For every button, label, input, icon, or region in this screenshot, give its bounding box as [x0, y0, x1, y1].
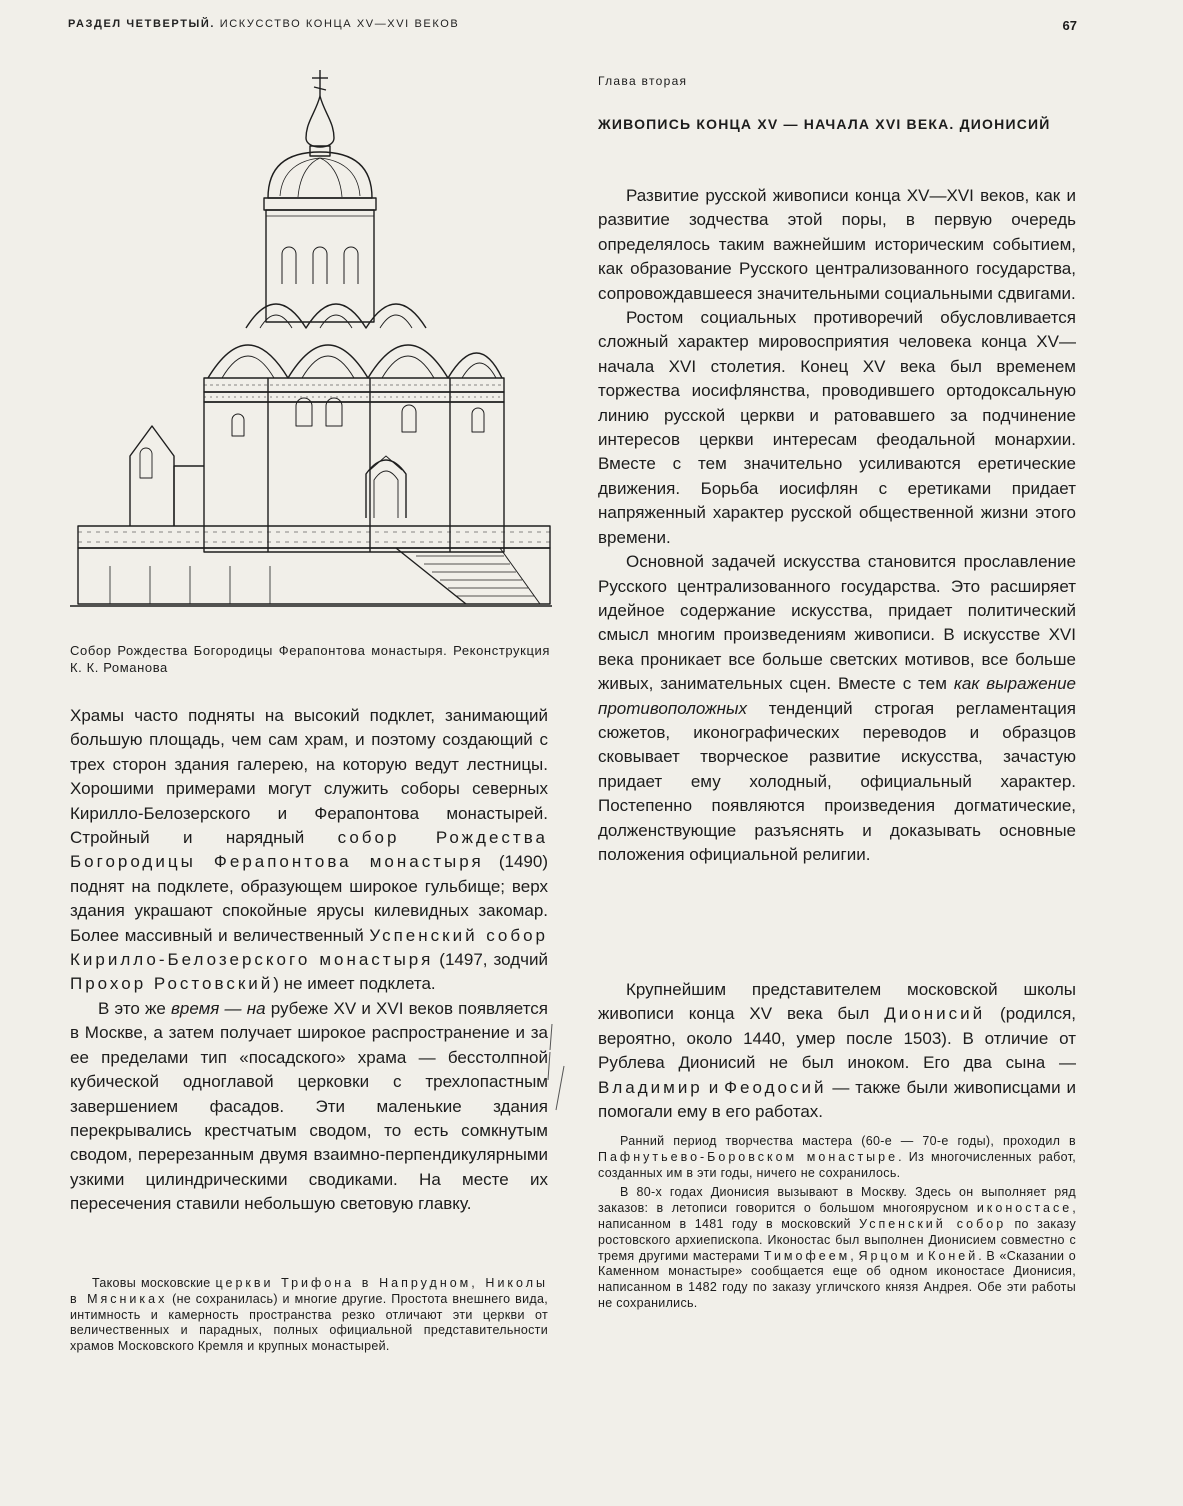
text-run: . Из многочисленных работ, созданных им в эти годы, ничего не сохранилось. [598, 1149, 1076, 1180]
text-run: и [912, 1248, 929, 1263]
cathedral-drawing [70, 66, 552, 616]
text-run: (не сохранилась) и многие другие. Простота внешнего вида, интимность и камерность пространства резко отличают эти церкви от величественных и парадных, полных официальной представительности храмов Московского Кремля и крупных монастырей. [70, 1291, 548, 1354]
right-note-2 [598, 1185, 1076, 1311]
text-run: тенденций строгая регламентация сюжетов, иконографических переводов и образцов сковывает творческое развитие искусства, зачастую придает ему холодный, официальный характер. Постепенно появляются произведения догматические, долженствующие разъяснять и доказывать основные положения официальной религии. [598, 698, 1076, 864]
spaced-term: иконостасе [976, 1201, 1073, 1216]
right-column-dionisy [598, 978, 1076, 1124]
right-paragraph-2: Ростом социальных противоречий обусловливается сложный характер мировосприятия человека конца XV— начала XVI столетия. Конец XV века был временем торжества иосифлянства, проводившего ортодоксальную линию русской церкви и ратовавшего за подчинение интересов церкви интересам феодальной монархии. Вместе с тем значительно усиливаются еретические движения. Борьба иосифлян с еретиками придает напряженный характер русской общественной жизни этого времени. [598, 308, 1076, 547]
spaced-term: церкви Трифона в Напрудном, Николы в Мясниках [70, 1276, 548, 1306]
text-run: В это же [98, 998, 172, 1018]
right-column-notes [598, 1134, 1076, 1312]
text-run: , написанном в 1481 году в московский [598, 1201, 1076, 1231]
left-paragraph-1 [70, 704, 548, 997]
spaced-term: Успенский собор Кирилло-Белозерского монастыря [70, 925, 548, 970]
italic-run: как выражение противоположных [598, 674, 1076, 718]
margin-pencil-mark [546, 1020, 572, 1114]
spaced-term: Ярцом [858, 1248, 913, 1263]
figure-caption: Собор Рождества Богородицы Ферапонтова монастыря. Реконструкция К. К. Романова [70, 643, 550, 675]
spaced-term: Прохор Ростовский [70, 974, 274, 994]
spaced-term: Владимир [598, 1077, 703, 1097]
spaced-term: собор Рождества Богородицы Ферапонтова монастыря [70, 828, 549, 872]
spaced-term: Успенский собор [859, 1216, 1007, 1231]
text-run: (1497, зодчий [433, 950, 548, 970]
text-run: (родился, вероятно, около 1440, умер после 1503). В отличие от Рублева Дионисий не был иноком. Его два сына — [598, 1004, 1076, 1073]
chapter-label: Глава вторая [598, 74, 688, 88]
spaced-term: Пафнутьево-Боровском монастыре [598, 1149, 899, 1164]
text-run: и [702, 1077, 725, 1097]
right-paragraph-3 [598, 550, 1076, 867]
section-title: ИСКУССТВО КОНЦА XV—XVI ВЕКОВ [219, 18, 460, 30]
spaced-term: Дионисий [884, 1004, 986, 1024]
chapter-title: ЖИВОПИСЬ КОНЦА XV — НАЧАЛА XVI ВЕКА. ДИОНИСИЙ [598, 116, 1051, 132]
spaced-term: Коней [928, 1248, 979, 1263]
left-column-body [70, 704, 548, 1217]
text-run: Крупнейшим представителем московской школы живописи конца XV века был [598, 980, 1076, 1024]
right-paragraph-4 [598, 978, 1076, 1124]
text-run: Основной задачей искусства становится прославление Русского централизованного государства. Это расширяет идейное содержание искусства, придает политический смысл многим произведениям живописи. В искусстве XVI века проникает все больше светских мотивов, все больше живых, занимательных сцен. Вместе с тем [598, 552, 1076, 694]
left-paragraph-2 [70, 997, 548, 1217]
spaced-term: Тимофеем [763, 1248, 851, 1263]
left-note-paragraph [70, 1276, 548, 1355]
text-run: (1490) поднят на подклете, образующем широкое гульбище; верх здания украшают спокойные ярусы килевидных закомар. Более массивный и величественный [70, 852, 548, 945]
text-run: по заказу ростовского архиепископа. Иконостас был выполнен Дионисием совместно с тремя другими мастерами [598, 1216, 1076, 1263]
section-label: РАЗДЕЛ ЧЕТВЕРТЫЙ. [68, 18, 216, 30]
text-run: рубеже XV и XVI веков появляется в Москве, а затем получает широкое распространение и за ее пределами тип «посадского» храма — бесстолпной кубической одноглавой церковки с трехлопастным завершением фасадов. Эти маленькие здания перекрывались крестчатым сводом, то есть сомкнутым сводом, перерезанным двумя взаимно-перпендикулярными узкими цилиндрическими сводиками. На месте их пересечения ставили небольшую световую главку. [70, 998, 548, 1214]
page-number: 67 [1062, 18, 1077, 33]
text-run: Ранний период творчества мастера (60-е — 70-е годы), проходил в [620, 1134, 1076, 1148]
spaced-term: Феодосий [724, 1077, 827, 1097]
text-run: Таковы московские [92, 1276, 216, 1290]
text-run: Храмы часто подняты на высокий подклет, занимающий большую площадь, чем сам храм, и поэтому создающий с трех сторон здания галерею, на которую ведут лестницы. Хорошими примерами могут служить соборы северных Кирилло-Белозерского и Ферапонтова монастырей. Стройный и нарядный [70, 706, 548, 848]
text-run: — также были живописцами и помогали ему в его работах. [598, 1077, 1076, 1122]
text-run: , [850, 1248, 859, 1263]
italic-run: время — на [171, 998, 266, 1018]
cathedral-illustration [70, 66, 552, 616]
left-column-note [70, 1276, 548, 1355]
text-run: . В «Сказании о Каменном монастыре» сообщается еще об одном иконостасе Дионисия, написанном в 1482 году по заказу угличского князя Андрея. Обе эти работы не сохранились. [598, 1248, 1076, 1310]
right-paragraph-1: Развитие русской живописи конца XV—XVI веков, как и развитие зодчества этой поры, в первую очередь определялось таким важнейшим историческим событием, как образование Русского централизованного государства, сопровождавшееся значительными социальными сдвигами. [598, 186, 1076, 303]
running-head [68, 18, 459, 30]
right-note-1 [598, 1134, 1076, 1181]
right-column-body [598, 184, 1076, 867]
text-run: ) не имеет подклета. [273, 974, 436, 994]
text-run: В 80-х годах Дионисия вызывают в Москву. Здесь он выполняет ряд заказов: в летописи говорится о большом многоярусном [598, 1185, 1076, 1216]
